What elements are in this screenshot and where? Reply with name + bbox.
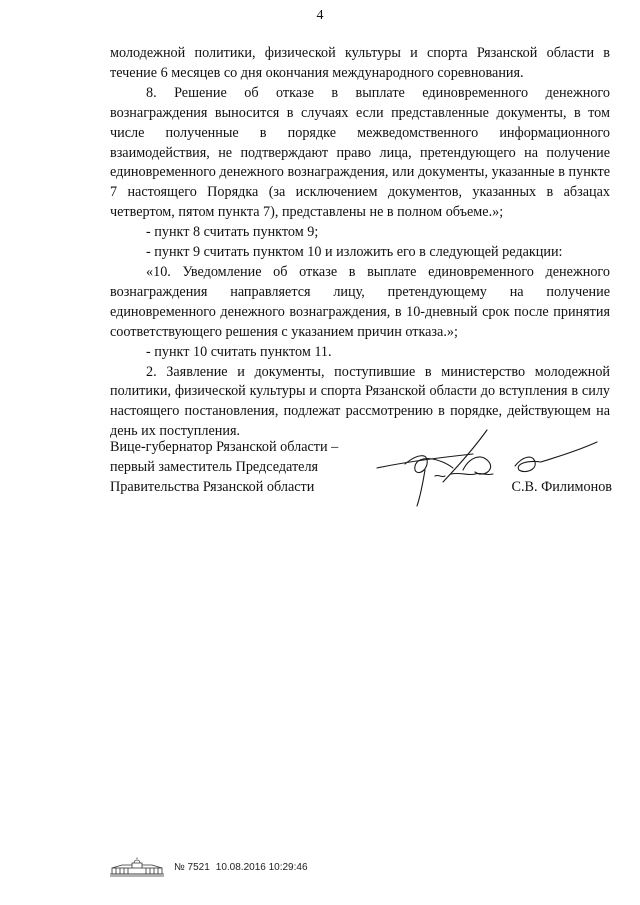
paragraph-renumber-10: - пункт 10 считать пунктом 11. xyxy=(146,343,332,360)
page-number: 4 xyxy=(316,8,324,23)
paragraph-section-2: 2. Заявление и документы, поступившие в министерство молодежной политики, физической культуры и спорта Рязанской области до вступления в силу настоящего постановления, подлежат рассмотрению в порядке, действующем на день их поступления. xyxy=(110,363,610,440)
signatory-name: С.В. Филимонов xyxy=(511,478,612,495)
paragraph-continuation: молодежной политики, физической культуры и спорта Рязанской области в течение 6 месяцев со дня окончания международного соревнования. xyxy=(110,45,610,81)
signatory-title-line: Правительства Рязанской области xyxy=(110,478,315,495)
footer-stamp xyxy=(108,856,308,878)
signature-block xyxy=(110,438,610,498)
signatory-title-line: Вице-губернатор Рязанской области – xyxy=(110,439,339,455)
document-timestamp: 10.08.2016 10:29:46 xyxy=(215,861,308,873)
signatory-title-line: первый заместитель Председателя xyxy=(110,458,319,475)
handwritten-signature xyxy=(365,424,605,514)
paragraph-renumber-8: - пункт 8 считать пунктом 9; xyxy=(146,224,319,241)
document-number: № 7521 xyxy=(174,861,210,873)
paragraph-renumber-9: - пункт 9 считать пунктом 10 и изложить его в следующей редакции: xyxy=(146,244,563,261)
paragraph-item-10: «10. Уведомление об отказе в выплате единовременного денежного вознаграждения направляется лицу, претендующему на получение единовременного денежного вознаграждения, в 10-дневный срок после принятия соответствующего решения с указанием причин отказа.»; xyxy=(110,263,610,340)
building-logo-icon xyxy=(108,857,166,877)
paragraph-item-8: 8. Решение об отказе в выплате единовременного денежного вознаграждения выносится в случаях если представленные документы, в том числе полученные в порядке межведомственного информационного взаимодействия, не подтверждают право лица, претендующего на получение единовременного денежного вознаграждения, или документы, указанные в пункте 7 настоящего Порядка (за исключением документов, указанных в абзацах четвертом, пятом пункта 7), представлены не в полном объеме.»; xyxy=(110,84,610,221)
document-body xyxy=(110,44,610,442)
